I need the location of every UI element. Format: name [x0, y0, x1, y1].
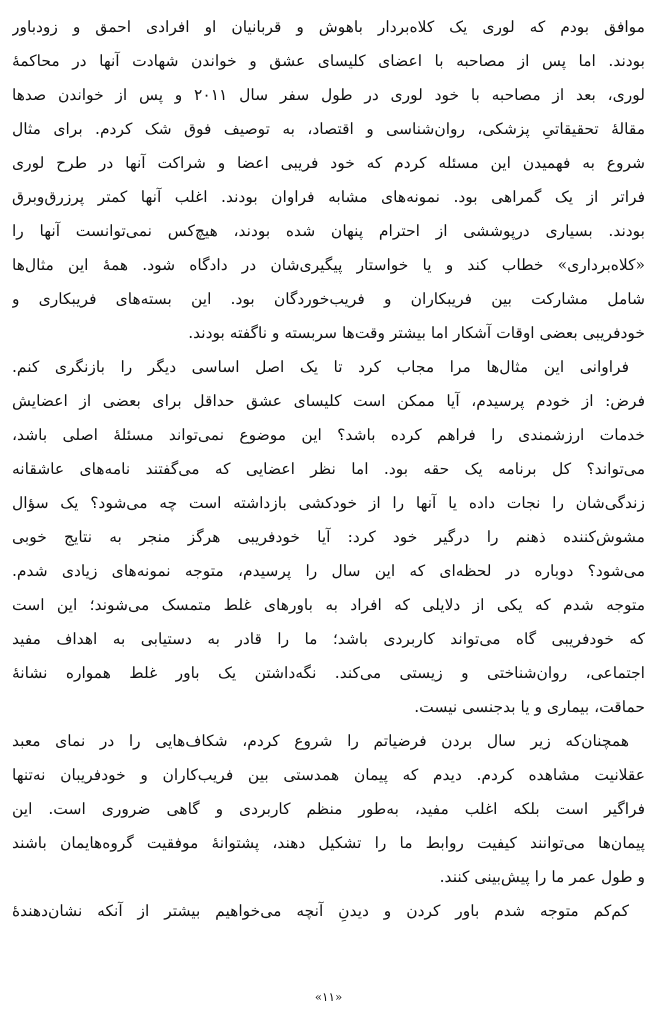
text-line: مشوش‌کننده ذهنم را درگیر خود کرد: آیا خودفریبی هرگز منجر به نتایج خوبی — [12, 528, 645, 546]
text-line: زندگی‌شان را نجات داده یا آنها را از خودکشی بازداشته است چه می‌شود؟ یک سؤال — [12, 494, 645, 512]
text-line: شامل مشارکت بین فریبکاران و فریب‌خوردگان بود. این بسته‌های فریبکاری و — [12, 290, 645, 308]
text-line: موافق بودم که لوری یک کلاه‌بردار باهوش و قربانیان او افرادی احمق و زودباور — [12, 18, 645, 36]
text-line: بودند. بسیاری درپوششی از احترام پنهان شده بودند، هیچ‌کس نمی‌توانست آنها را — [12, 222, 645, 240]
text-line: خدمات ارزشمندی را فراهم کرده باشد؟ این موضوع نمی‌تواند مسئلۀ اصلی باشد، — [12, 426, 645, 444]
text-line: کم‌کم متوجه شدم باور کردن و دیدنِ آنچه می‌خواهیم بیشتر از آنکه نشان‌دهندۀ — [12, 902, 629, 920]
text-line: که خودفریبی گاه می‌تواند کاربردی باشد؛ ما را قادر به دستیابی به اهداف مفید — [12, 630, 645, 648]
text-line: فرض: از خودم پرسیدم، آیا ممکن است کلیسای عشق حداقل برای بعضی از اعضایش — [12, 392, 645, 410]
text-line: عقلانیت مشاهده کردم. دیدم که پیمان همدستی بین فریب‌کاران و خودفریبان نه‌تنها — [12, 766, 645, 784]
text-line: بودند. اما پس از مصاحبه با اعضای کلیسای عشق و خواندن شهادت آنها در محاکمۀ — [12, 52, 645, 70]
text-line: فراتر از یک گمراهی بود. نمونه‌های مشابه فراوان بودند. اغلب آنها کمتر پرزرق‌وبرق — [12, 188, 645, 206]
text-line: می‌شود؟ دوباره در لحظه‌ای که این سال را پرسیدم، متوجه نمونه‌های زیادی شدم. — [12, 562, 645, 580]
text-line: پیمان‌ها می‌توانند کیفیت روابط ما را تشکیل دهند، پشتوانۀ موفقیت گروه‌هایمان باشند — [12, 834, 645, 852]
text-line: فراگیر است بلکه اغلب مفید، به‌طور منظم کاربردی و گاهی ضروری است. این — [12, 800, 645, 818]
text-line: شروع به فهمیدن این مسئله کردم که خود فریبی اعضا و شراکت آنها در طرح لوری — [12, 154, 645, 172]
text-line: لوری، بعد از مصاحبه با خود لوری در طول سفر سال ۲۰۱۱ و پس از خواندن صدها — [12, 86, 645, 104]
book-page — [12, 0, 645, 1023]
text-line: اجتماعی، روان‌شناختی و زیستی می‌کند. نگه‌داشتن یک باور غلط همواره نشانۀ — [12, 664, 645, 682]
text-line: «کلاه‌برداری» خطاب کند و یا خواستار پیگیری‌شان در دادگاه شود. همۀ این مثال‌ها — [12, 256, 645, 274]
text-line: فراوانی این مثال‌ها مرا مجاب کرد تا یک اصل اساسی دیگر را بازنگری کنم. — [12, 358, 629, 376]
page-number: «۱۱» — [314, 990, 343, 1004]
text-line: خودفریبی بعضی اوقات آشکار اما بیشتر وقت‌ها سربسته و ناگفته بودند. — [188, 324, 645, 342]
text-line: همچنان‌که زیر سال بردن فرضیاتم را شروع کردم، شکاف‌هایی را در نمای معبد — [12, 732, 629, 750]
text-line: و طول عمر ما را پیش‌بینی کنند. — [439, 868, 645, 886]
text-line: می‌تواند؟ کل برنامه یک حقه بود. اما نظر اعضایی که می‌گفتند نامه‌های عاشقانه — [12, 460, 645, 478]
text-line: حماقت، بیماری و یا بدجنسی نیست. — [414, 698, 645, 716]
text-line: مقالۀ تحقیقاتیِ پزشکی، روان‌شناسی و اقتصاد، به توصیف فوق شک کردم. برای مثال — [12, 120, 645, 138]
text-line: متوجه شدم که یکی از دلایلی که افراد به باورهای غلط متمسک می‌شوند؛ این است — [12, 596, 645, 614]
